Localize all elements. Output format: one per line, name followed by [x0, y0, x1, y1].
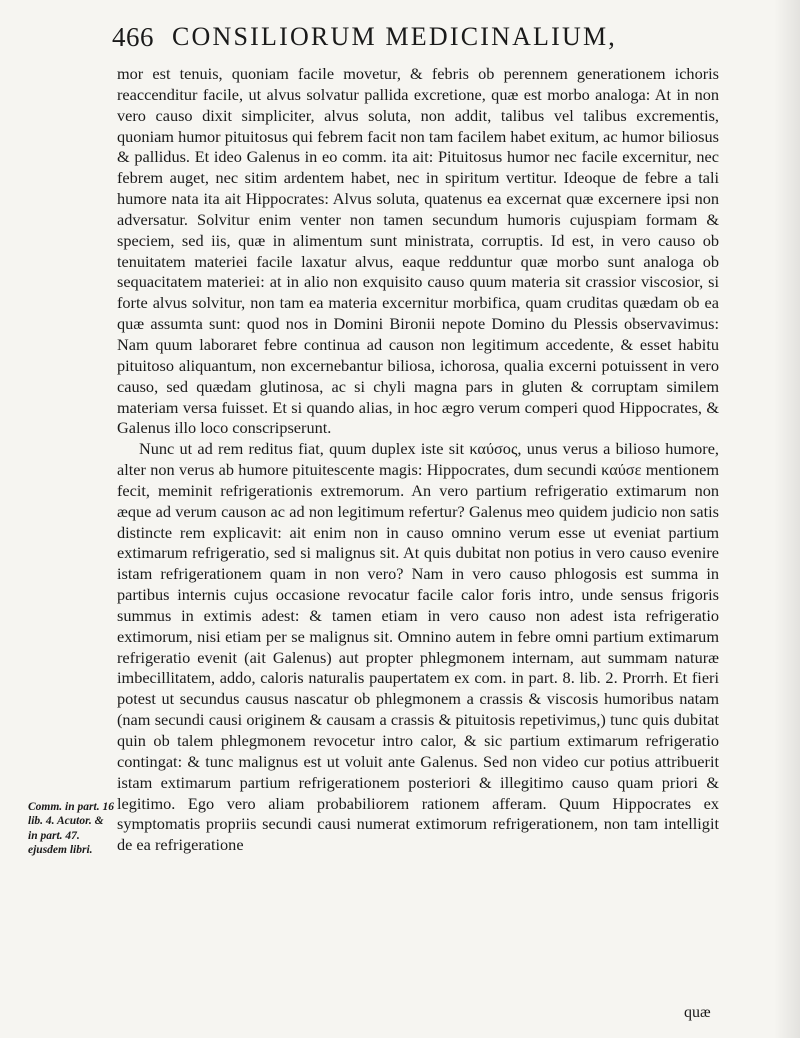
margin-note: Comm. in part. 16 lib. 4. Acutor. & in part. 47. ejusdem libri.: [28, 801, 114, 857]
page-number: 466: [112, 22, 154, 52]
page-edge-shadow: [774, 0, 800, 1038]
running-title: CONSILIORUM MEDICINALIUM,: [172, 22, 617, 51]
main-text-block: [117, 64, 719, 856]
body-paragraph-2: Nunc ut ad rem reditus fiat, quum duplex iste sit καύσος, unus verus a bilioso humore, alter non verus ab humore pituitescente magis: Hippocrates, dum secundi καύσε mentionem fecit, meminit refrigerationis extremorum. An vero partium refrigeratio extimarum non æque ad verum causon ac ad non legitimum refertur? Galenus meo quidem judicio non satis distincte rem explicavit: ait enim non in causo omnino verum esse ut eveniat partium extimarum refrigeratio, sed si malignus sit. At quis dubitat non potius in vero causo evenire istam refrigerationem quam in non vero? Nam in vero causo phlogosis est summa in partibus internis cujus occasione revocatur facile calor foris intro, unde sensus frigoris summus in extimis adest: & tamen etiam in vero causo non adest ista refrigeratio extimorum, nisi etiam per se malignus sit. Omnino autem in febre omni partium extimarum refrigeratio evenit (ait Galenus) aut propter phlegmonem internam, aut summam naturæ imbecillitatem, addo, caloris naturalis paupertatem ex com. in part. 8. lib. 2. Prorrh. Et fieri potest ut secundus causus nascatur ob phlegmonem a crassis & viscosis humoribus natam (nam secundi causi originem & causam a crassis & pituitosis repetivimus,) tunc quis dubitat quin ob talem phlegmonem revocetur intro calor, & sic partium extimarum refrigeratio contingat: & tunc malignus est ut voluit ante Galenus. Sed non video cur potius attribuerit istam extimarum partium refrigerationem posteriori & illegitimo causo quam priori & legitimo. Ego vero aliam probabiliorem rationem afferam. Quum Hippocrates ex symptomatis propriis secundi causi numerat extimorum refrigerationem, non tam intelligit de ea refrigeratione: [117, 439, 719, 855]
catchword: quæ: [684, 1004, 711, 1021]
body-paragraph-1: mor est tenuis, quoniam facile movetur, & febris ob perennem generationem ichoris reaccenditur facile, ut alvus solvatur pallida excretione, quæ est morbo analoga: At in non vero causo dixit simpliciter, alvus soluta, non addit, talibus vel talibus excrementis, quoniam humor pituitosus qui febrem facit non tam facilem habet exitum, ac humor biliosus & pallidus. Et ideo Galenus in eo comm. ita ait: Pituitosus humor nec facile excernitur, nec febrem auget, nec sitim ardentem habet, nec in spiritum vertitur. Ideoque de febre a tali humore nata ita ait Hippocrates: Alvus soluta, quatenus ea excernat quæ excernere ipsi non adversatur. Solvitur enim venter non tamen secundum humoris cujuspiam formam & speciem, sed iis, quæ in alimentum sunt ministrata, corruptis. Id est, in vero causo ob tenuitatem materiei facile laxatur alvus, eaque redduntur quæ morbo sunt analoga ob sequacitatem materiei: at in alio non exquisito causo quum materia sit crassior viscosior, si forte alvus solvitur, non tam ea materia excernitur morbifica, quam cruditas quædam ob ea quæ assumta sunt: quod nos in Domini Bironii nepote Domino du Plessis observavimus: Nam quum laboraret febre continua ad causon non legitimum accedente, & esset habitu pituitoso aliquantum, non excernebantur biliosa, ichorosa, qualia excerni potuissent in vero causo, sed quædam glutinosa, ac si chyli magna pars in gluten & corruptam similem materiam versa fuisset. Et si quando alias, in hoc ægro verum comperi quod Hippocrates, & Galenus illo loco conscripserunt.: [117, 64, 719, 438]
